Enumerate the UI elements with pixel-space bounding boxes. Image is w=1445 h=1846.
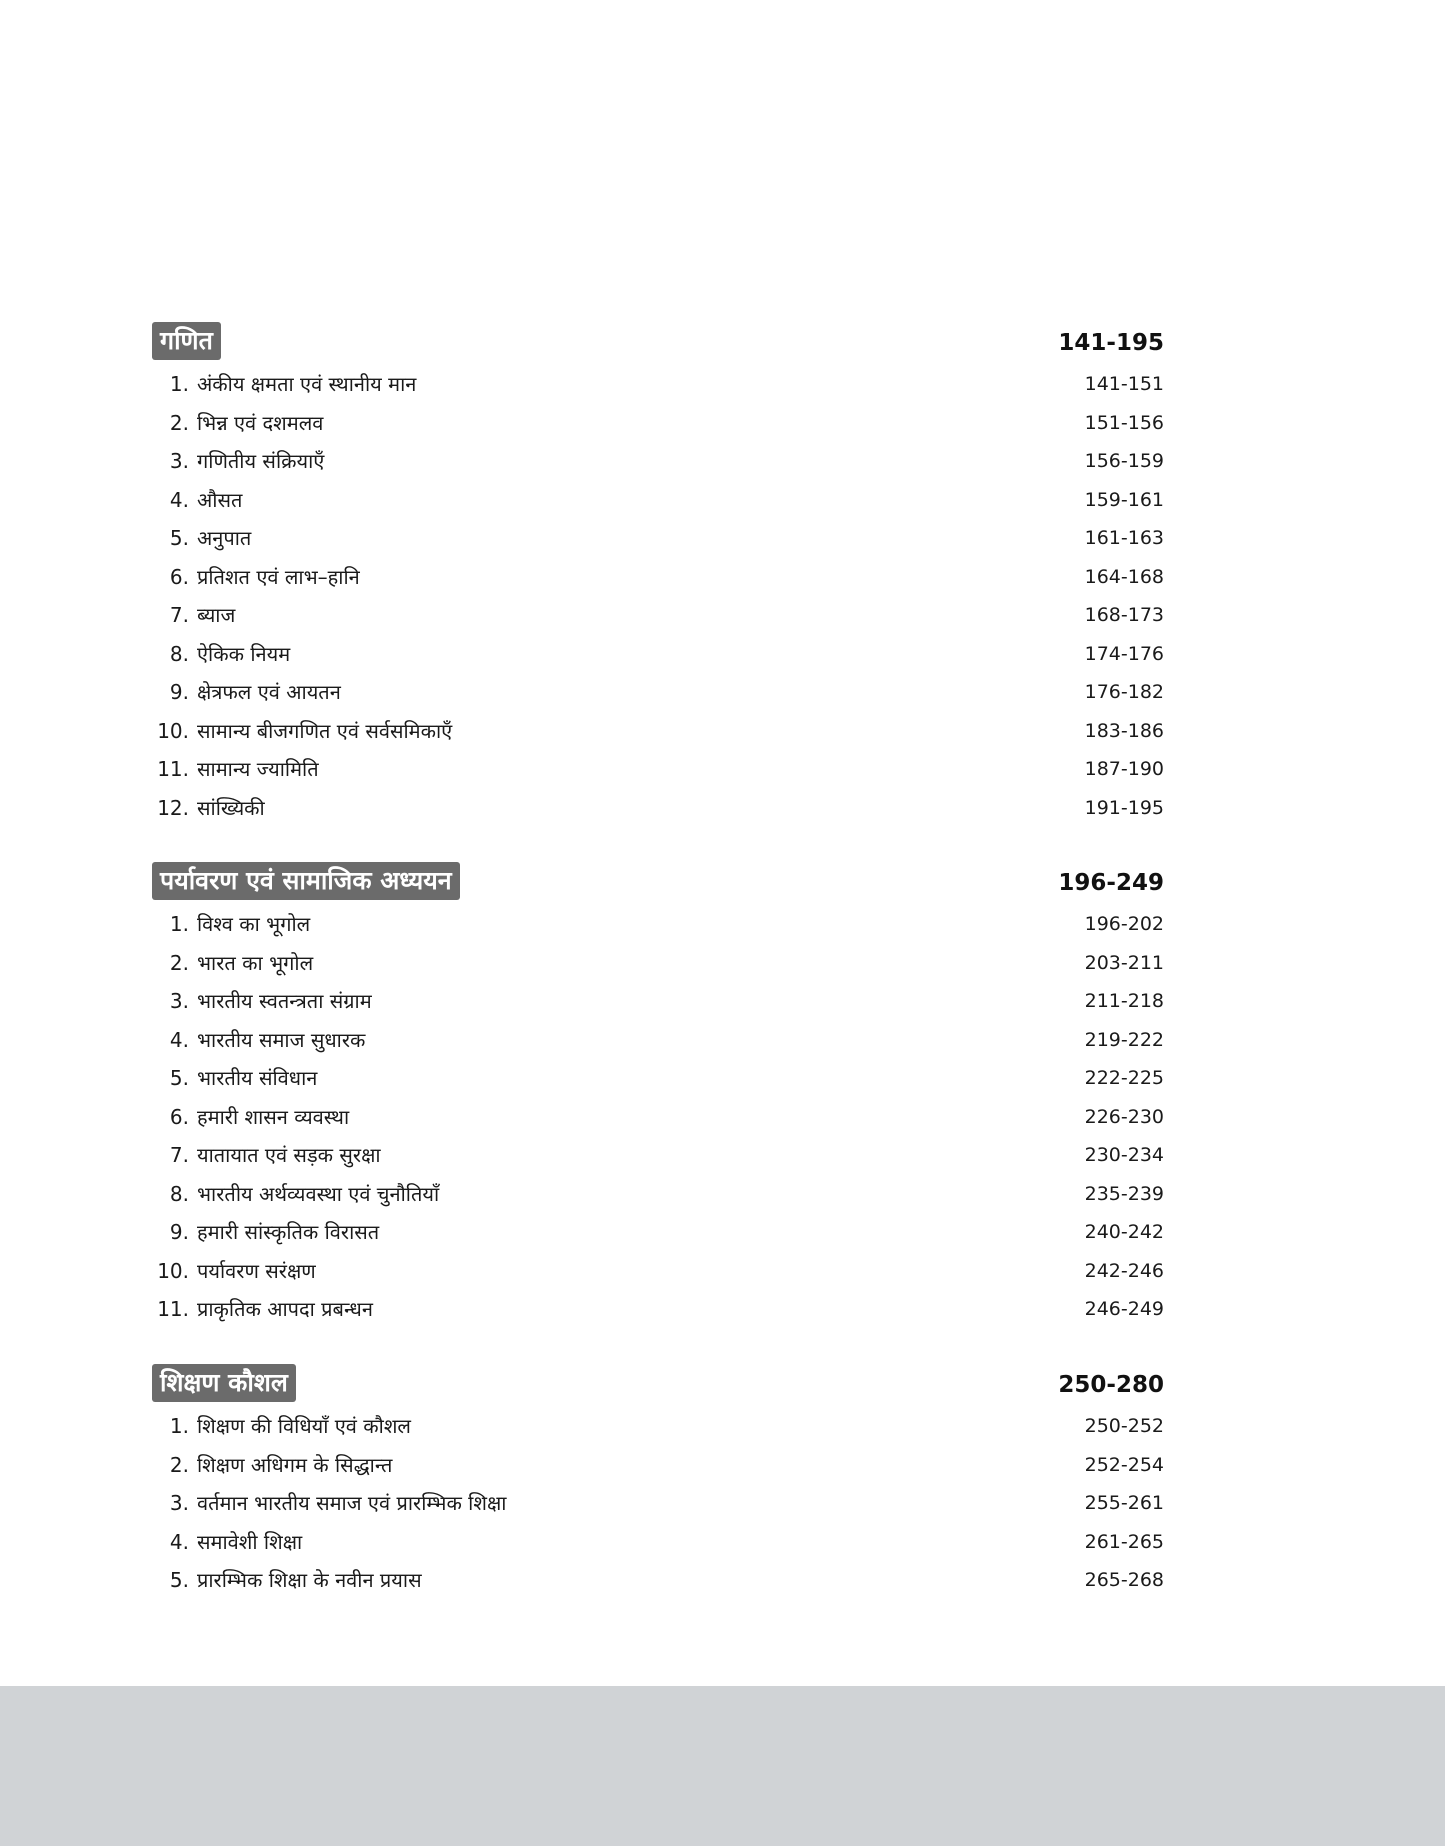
- item-title: ब्याज: [197, 603, 236, 627]
- item-page-range: 246-249: [1084, 1298, 1164, 1320]
- item-page-range: 187-190: [1084, 758, 1164, 780]
- item-title: सांख्यिकी: [197, 795, 265, 820]
- item-number: 8.: [169, 1181, 189, 1206]
- toc-section-teaching-skills: [152, 1364, 1164, 1600]
- section-items: [152, 905, 1164, 1329]
- item-page-range: 230-234: [1084, 1144, 1164, 1166]
- item-page-range: 151-156: [1084, 411, 1164, 434]
- toc-section-mathematics: [152, 322, 1164, 827]
- item-page-range: 211-218: [1084, 990, 1164, 1012]
- item-title: भारत का भूगोल: [197, 950, 314, 975]
- toc-item[interactable]: [152, 635, 1164, 674]
- toc-item[interactable]: [152, 596, 1164, 635]
- section-title: पर्यावरण एवं सामाजिक अध्ययन: [152, 862, 460, 900]
- toc-item[interactable]: [152, 1523, 1164, 1562]
- toc-item[interactable]: [152, 1252, 1164, 1291]
- item-number: 1.: [169, 372, 189, 396]
- item-title: प्रतिशत एवं लाभ–हानि: [197, 564, 360, 589]
- item-title: भारतीय अर्थव्यवस्था एवं चुनौतियाँ: [197, 1181, 440, 1206]
- item-page-range: 174-176: [1084, 642, 1164, 665]
- item-number: 5.: [169, 1568, 189, 1592]
- item-page-range: 265-268: [1084, 1569, 1164, 1591]
- item-title: औसत: [197, 487, 243, 512]
- item-number: 8.: [169, 641, 189, 666]
- toc-item[interactable]: [152, 1407, 1164, 1446]
- section-header: [152, 1364, 1164, 1402]
- item-title: समावेशी शिक्षा: [197, 1529, 303, 1554]
- toc-item[interactable]: [152, 519, 1164, 558]
- item-page-range: 191-195: [1084, 796, 1164, 819]
- item-page-range: 219-222: [1084, 1028, 1164, 1051]
- footer-band: [0, 1686, 1445, 1846]
- toc-item[interactable]: [152, 1175, 1164, 1214]
- item-page-range: 252-254: [1084, 1453, 1164, 1476]
- item-number: 9.: [169, 680, 189, 704]
- item-title: शिक्षण अधिगम के सिद्धान्त: [197, 1452, 393, 1477]
- toc-section-environment-social-studies: [152, 862, 1164, 1329]
- section-page-range: 196-249: [1058, 870, 1164, 896]
- section-page-range: 141-195: [1058, 330, 1164, 356]
- toc-item[interactable]: [152, 1290, 1164, 1329]
- toc-item[interactable]: [152, 1059, 1164, 1098]
- item-title: अंकीय क्षमता एवं स्थानीय मान: [197, 372, 417, 396]
- item-number: 6.: [169, 1104, 189, 1129]
- item-page-range: 240-242: [1084, 1221, 1164, 1243]
- item-number: 2.: [169, 1452, 189, 1477]
- item-number: 3.: [169, 989, 189, 1013]
- item-title: भिन्न एवं दशमलव: [197, 410, 324, 435]
- toc-item[interactable]: [152, 404, 1164, 443]
- item-number: 1.: [169, 1414, 189, 1438]
- item-title: सामान्य बीजगणित एवं सर्वसमिकाएँ: [197, 718, 453, 743]
- item-number: 5.: [169, 1066, 189, 1090]
- item-number: 11.: [157, 1297, 189, 1321]
- item-number: 7.: [169, 1143, 189, 1167]
- item-number: 12.: [157, 795, 189, 820]
- item-number: 3.: [169, 449, 189, 473]
- toc-item[interactable]: [152, 712, 1164, 751]
- item-page-range: 176-182: [1084, 681, 1164, 703]
- item-title: प्राकृतिक आपदा प्रबन्धन: [197, 1297, 373, 1321]
- section-items: [152, 1407, 1164, 1600]
- toc-item[interactable]: [152, 1136, 1164, 1175]
- section-page-range: 250-280: [1058, 1372, 1164, 1398]
- toc-item[interactable]: [152, 1098, 1164, 1137]
- toc-item[interactable]: [152, 1484, 1164, 1523]
- item-title: प्रारम्भिक शिक्षा के नवीन प्रयास: [197, 1568, 422, 1592]
- toc-item[interactable]: [152, 1213, 1164, 1252]
- item-title: गणितीय संक्रियाएँ: [197, 449, 325, 473]
- toc-item[interactable]: [152, 673, 1164, 712]
- item-title: हमारी शासन व्यवस्था: [197, 1104, 350, 1129]
- section-title: शिक्षण कौशल: [152, 1364, 296, 1402]
- item-page-range: 141-151: [1084, 373, 1164, 395]
- item-page-range: 250-252: [1084, 1415, 1164, 1437]
- toc-item[interactable]: [152, 750, 1164, 789]
- item-page-range: 161-163: [1084, 527, 1164, 549]
- toc-item[interactable]: [152, 944, 1164, 983]
- item-page-range: 168-173: [1084, 604, 1164, 626]
- item-number: 5.: [169, 526, 189, 550]
- item-number: 1.: [169, 912, 189, 936]
- item-number: 10.: [157, 718, 189, 743]
- item-number: 3.: [169, 1491, 189, 1515]
- item-title: ऐकिक नियम: [197, 641, 291, 666]
- toc-item[interactable]: [152, 442, 1164, 481]
- item-title: पर्यावरण सरंक्षण: [197, 1258, 316, 1283]
- item-title: हमारी सांस्कृतिक विरासत: [197, 1220, 380, 1244]
- item-title: शिक्षण की विधियाँ एवं कौशल: [197, 1414, 411, 1438]
- item-title: क्षेत्रफल एवं आयतन: [197, 680, 341, 704]
- item-number: 4.: [169, 487, 189, 512]
- item-title: भारतीय संविधान: [197, 1066, 318, 1090]
- item-title: यातायात एवं सड़क सुरक्षा: [197, 1143, 381, 1167]
- item-title: भारतीय स्वतन्त्रता संग्राम: [197, 989, 372, 1013]
- item-number: 2.: [169, 410, 189, 435]
- toc-item[interactable]: [152, 365, 1164, 404]
- toc-item[interactable]: [152, 789, 1164, 828]
- toc-item[interactable]: [152, 1446, 1164, 1485]
- item-page-range: 183-186: [1084, 719, 1164, 742]
- section-header: [152, 862, 1164, 900]
- section-title: गणित: [152, 322, 221, 360]
- item-page-range: 255-261: [1084, 1492, 1164, 1514]
- item-number: 4.: [169, 1529, 189, 1554]
- item-page-range: 196-202: [1084, 913, 1164, 935]
- item-number: 4.: [169, 1027, 189, 1052]
- toc-item[interactable]: [152, 481, 1164, 520]
- item-title: वर्तमान भारतीय समाज एवं प्रारम्भिक शिक्षा: [197, 1491, 507, 1515]
- item-title: विश्व का भूगोल: [197, 912, 311, 936]
- item-page-range: 222-225: [1084, 1067, 1164, 1089]
- toc-item[interactable]: [152, 558, 1164, 597]
- section-items: [152, 365, 1164, 827]
- item-number: 10.: [157, 1258, 189, 1283]
- item-page-range: 156-159: [1084, 450, 1164, 472]
- item-number: 11.: [157, 757, 189, 781]
- item-title: सामान्य ज्यामिति: [197, 757, 319, 781]
- toc-item[interactable]: [152, 1561, 1164, 1600]
- item-page-range: 159-161: [1084, 488, 1164, 511]
- item-page-range: 226-230: [1084, 1105, 1164, 1128]
- item-page-range: 242-246: [1084, 1259, 1164, 1282]
- item-number: 7.: [169, 603, 189, 627]
- item-number: 9.: [169, 1220, 189, 1244]
- item-page-range: 203-211: [1084, 951, 1164, 974]
- toc-item[interactable]: [152, 982, 1164, 1021]
- toc-item[interactable]: [152, 1021, 1164, 1060]
- toc-item[interactable]: [152, 905, 1164, 944]
- item-number: 2.: [169, 950, 189, 975]
- item-page-range: 261-265: [1084, 1530, 1164, 1553]
- item-page-range: 235-239: [1084, 1182, 1164, 1205]
- item-page-range: 164-168: [1084, 565, 1164, 588]
- item-title: भारतीय समाज सुधारक: [197, 1027, 366, 1052]
- section-header: [152, 322, 1164, 360]
- item-title: अनुपात: [197, 526, 252, 550]
- item-number: 6.: [169, 564, 189, 589]
